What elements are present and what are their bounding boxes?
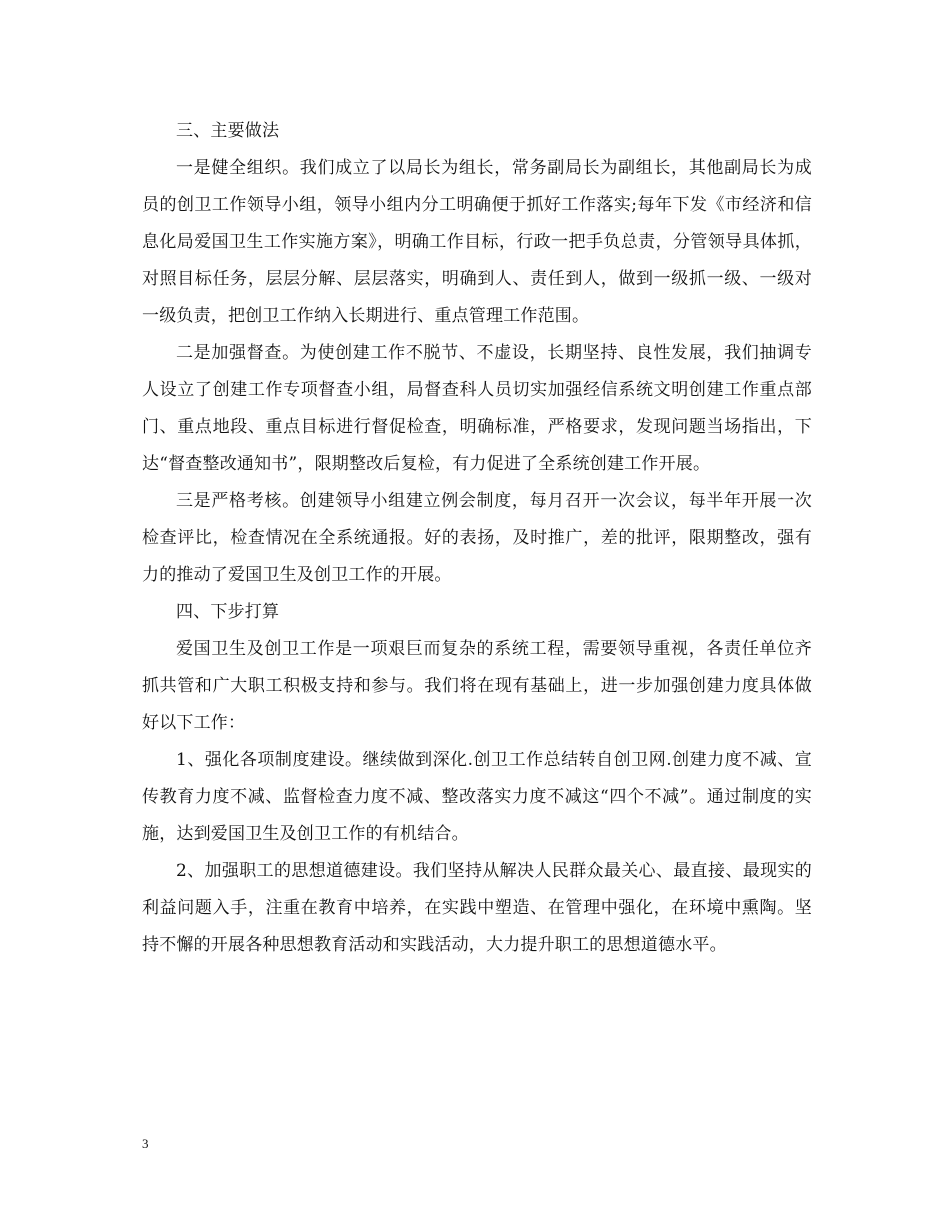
paragraph-assessment: 三是严格考核。创建领导小组建立例会制度，每月召开一次会议，每半年开展一次检查评比，检查情况在全系统通报。好的表扬，及时推广，差的批评，限期整改，强有力的推动了爱国卫生及创卫工作的开展。 (142, 491, 812, 585)
paragraph-plan-1: 1、强化各项制度建设。继续做到深化.创卫工作总结转自创卫网.创建力度不减、宣传教育力度不减、监督检查力度不减、整改落实力度不减这“四个不减”。通过制度的实施，达到爱国卫生及创卫工作的有机结合。 (142, 750, 812, 844)
paragraph-plan-2: 2、加强职工的思想道德建设。我们坚持从解决人民群众最关心、最直接、最现实的利益问题入手，注重在教育中培养，在实践中塑造、在管理中强化，在环境中熏陶。坚持不懈的开展各种思想教育活动和实践活动，大力提升职工的思想道德水平。 (142, 861, 812, 955)
paragraph-plans-intro: 爱国卫生及创卫工作是一项艰巨而复杂的系统工程，需要领导重视，各责任单位齐抓共管和广大职工积极支持和参与。我们将在现有基础上，进一步加强创建力度具体做好以下工作： (142, 639, 812, 733)
document-body (142, 113, 812, 964)
paragraph-organization: 一是健全组织。我们成立了以局长为组长，常务副局长为副组长，其他副局长为成员的创卫工作领导小组，领导小组内分工明确便于抓好工作落实;每年下发《市经济和信息化局爱国卫生工作实施方案》，明确工作目标，行政一把手负总责，分管领导具体抓，对照目标任务，层层分解、层层落实，明确到人、责任到人，做到一级抓一级、一级对一级负责，把创卫工作纳入长期进行、重点管理工作范围。 (142, 158, 812, 326)
section-heading-next-plans: 四、下步打算 (176, 602, 280, 622)
page-number: 3 (142, 1136, 149, 1151)
paragraph-supervision: 二是加强督查。为使创建工作不脱节、不虚设，长期坚持、良性发展，我们抽调专人设立了创建工作专项督查小组，局督查科人员切实加强经信系统文明创建工作重点部门、重点地段、重点目标进行督促检查，明确标准，严格要求，发现问题当场指出，下达“督查整改通知书”，限期整改后复检，有力促进了全系统创建工作开展。 (142, 343, 812, 474)
section-heading-main-practices: 三、主要做法 (176, 121, 280, 141)
